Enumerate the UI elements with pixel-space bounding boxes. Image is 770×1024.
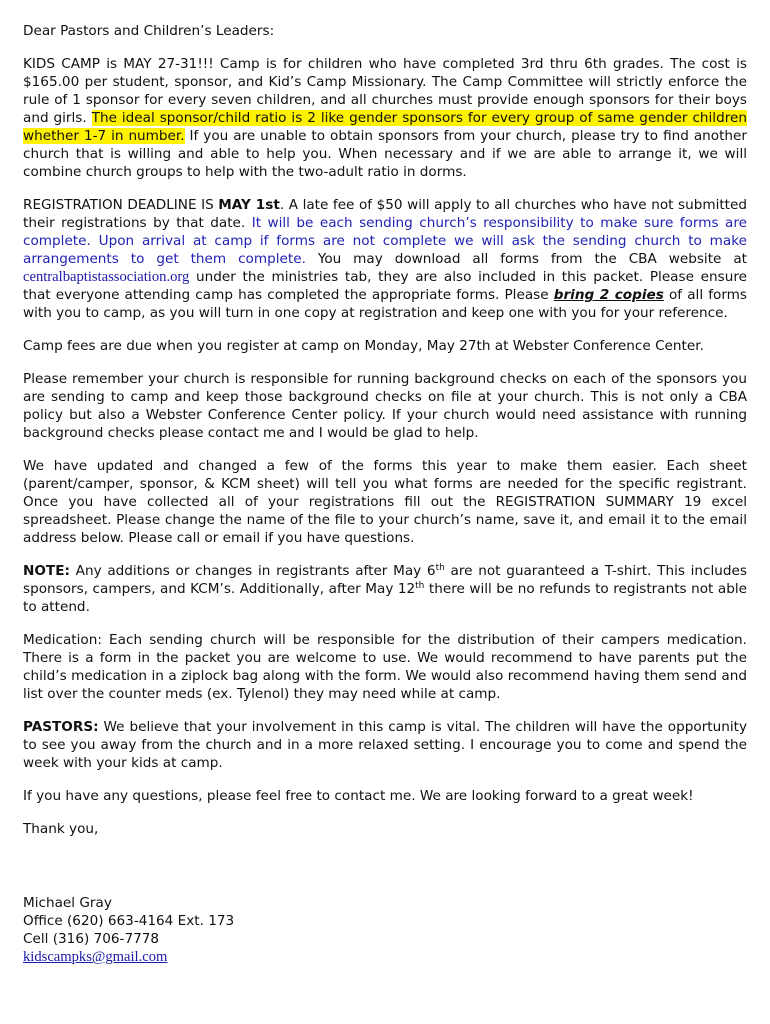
sponsor-ratio-highlight: The ideal sponsor/child ratio is 2 like gender sponsors for every group of same gender children whether 1-7 in number. <box>23 110 747 144</box>
paragraph-background-checks: Please remember your church is responsible for running background checks on each of the sponsors you are sending to camp and keep those background checks on file at your church. This is not only a CBA policy but also a Webster Conference Center policy. If your church would need assistance with running background checks please contact me and I would be glad to help. <box>23 371 747 441</box>
paragraph-registration <box>23 196 747 322</box>
greeting: Dear Pastors and Children’s Leaders: <box>23 23 275 39</box>
paragraph-camp-info <box>23 55 747 181</box>
note-text: Any additions or changes in registrants after May 6 <box>69 563 436 579</box>
paragraph-pastors <box>23 718 747 772</box>
letter <box>23 22 747 966</box>
deadline-label: REGISTRATION DEADLINE IS <box>23 197 219 213</box>
signer-name: Michael Gray <box>23 895 112 911</box>
paragraph-camp-fees: Camp fees are due when you register at camp on Monday, May 27th at Webster Conference Center. <box>23 338 704 354</box>
paragraph-forms-update: We have updated and changed a few of the forms this year to make them easier. Each sheet (parent/camper, sponsor, & KCM sheet) will tell you what forms are needed for the specific registrant. Once you have collected all of your registrations fill out the REGISTRATION SUMMARY 19 excel spreadsheet. Please change the name of the file to your church’s name, save it, and email it to the email address below. Please call or email if you have questions. <box>23 458 747 546</box>
deadline-date: MAY 1st <box>218 197 280 213</box>
paragraph-medication: Medication: Each sending church will be responsible for the distribution of their campers medication. There is a form in the packet you are welcome to use. We would recommend to have parents put the child’s medication in a ziplock bag along with the form. We would also recommend having them send and list over the counter meds (ex. Tylenol) they may need while at camp. <box>23 632 747 702</box>
note-text-cont: are not guaranteed a T-shirt. This includes sponsors, campers, and KCM’s. Additionally, after May 12 <box>23 563 747 597</box>
forms-text: under the ministries tab, they are also included in this packet. Please ensure that everyone attending camp has completed the appropriate forms. Please <box>23 269 747 303</box>
download-text: You may download all forms from the CBA website at <box>305 251 747 267</box>
paragraph-questions: If you have any questions, please feel free to contact me. We are looking forward to a great week! <box>23 788 694 804</box>
office-phone: Office (620) 663-4164 Ext. 173 <box>23 913 235 929</box>
camp-info-text-cont: If you are unable to obtain sponsors from your church, please try to find another church that is willing and able to help you. When necessary and if we are able to arrange it, we will combine church groups to help with the two-adult ratio in dorms. <box>23 128 747 180</box>
pastors-label: PASTORS: <box>23 719 99 735</box>
cba-website-link[interactable]: centralbaptistassociation.org <box>23 269 190 285</box>
closing: Thank you, <box>23 821 99 837</box>
note-sup-2: th <box>415 581 425 591</box>
note-label: NOTE: <box>23 563 70 579</box>
note-sup-1: th <box>435 563 445 573</box>
note-text-end: there will be no refunds to registrants not able to attend. <box>23 581 747 615</box>
late-fee-text: . A late fee of $50 will apply to all churches who have not submitted their registrations by that date. <box>23 197 748 231</box>
bring-copies-emphasis: bring 2 copies <box>553 287 664 303</box>
camp-info-text: KIDS CAMP is MAY 27-31!!! Camp is for children who have completed 3rd thru 6th grades. The cost is $165.00 per student, sponsor, and Kid’s Camp Missionary. The Camp Committee will strictly enforce the rule of 1 sponsor for every seven children, and all churches must provide enough sponsors for their boys and girls. <box>23 56 747 126</box>
cell-phone: Cell (316) 706-7778 <box>23 931 160 947</box>
forms-text-end: of all forms with you to camp, as you will turn in one copy at registration and keep one with you for your reference. <box>23 287 747 321</box>
signature-block <box>23 894 747 966</box>
email-link[interactable]: kidscampks@gmail.com <box>23 949 168 965</box>
pastors-text: We believe that your involvement in this camp is vital. The children will have the opportunity to see you away from the church and in a more relaxed setting. I encourage you to come and spend the week with your kids at camp. <box>23 719 747 771</box>
paragraph-note <box>23 562 747 616</box>
responsibility-note: It will be each sending church’s responsibility to make sure forms are complete. Upon arrival at camp if forms are not complete we will ask the sending church to make arrangements to get them complete. <box>23 215 747 267</box>
